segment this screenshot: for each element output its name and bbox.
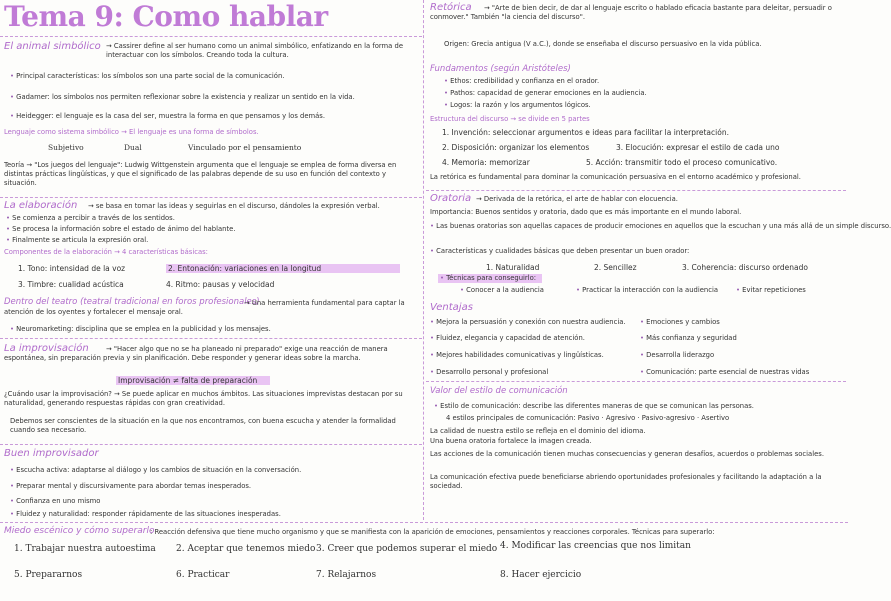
miedo-intro: : Reacción defensiva que tiene mucho organismo y que se manifiesta con la aparición de emociones, pensamientos y reacciones corporales. Técnicas para superarlo:	[150, 528, 715, 536]
list-item: • Preparar mental y discursivamente para abordar temas inesperados.	[10, 482, 418, 491]
elaboracion-intro: → se basa en tomar las ideas y seguirlas en el discurso, dándoles la expresión verbal.	[88, 202, 380, 210]
ventaja-item: • Mejores habilidades comunicativas y lingüísticas.	[430, 351, 630, 360]
dentro-teatro-text: → Una herramienta fundamental para captar la atención de los oyentes y fortalecer el mensaje oral.	[4, 299, 405, 316]
heading-elaboracion: La elaboración	[4, 200, 78, 211]
section-divider	[0, 338, 422, 339]
heading-dentro-teatro: Dentro del teatro (teatral tradicional en foros profesionales)	[4, 297, 260, 307]
heading-buen-improvisador: Buen improvisador	[4, 448, 99, 459]
ventaja-detail: • Desarrolla liderazgo	[640, 351, 842, 360]
tecnica-item: • Practicar la interacción con la audiencia	[576, 286, 726, 295]
parte-item: 3. Elocución: expresar el estilo de cada uno	[616, 143, 780, 152]
list-item: • Principal características: los símbolos son una parte social de la comunicación.	[10, 72, 418, 81]
step-item: 4. Modificar las creencias que nos limitan	[500, 541, 691, 551]
componente-item: 2. Entonación: variaciones en la longitud	[166, 264, 400, 273]
parte-item: 4. Memoria: memorizar	[442, 158, 530, 167]
list-item: • Gadamer: los símbolos nos permiten reflexionar sobre la existencia y realizar un sentido en la vida.	[10, 93, 418, 102]
ventaja-item: • Desarrollo personal y profesional	[430, 368, 630, 377]
step-item: 2. Aceptar que tenemos miedo	[176, 544, 316, 554]
list-item: • Se comienza a percibir a través de los sentidos.	[6, 214, 418, 223]
improvisacion-bullet: Debemos ser conscientes de la situación en la que nos encontramos, con buena escucha y atender la formalidad cuando sea necesario.	[10, 417, 396, 434]
list-item: • Características y cualidades básicas que deben presentar un buen orador:	[430, 247, 842, 256]
ventaja-item: • Mejora la persuasión y conexión con nuestra audiencia.	[430, 318, 630, 327]
estructura-discurso: Estructura del discurso → se divide en 5 partes	[430, 115, 590, 123]
parte-item: 2. Disposición: organizar los elementos	[442, 143, 590, 152]
componente-item: 3. Timbre: cualidad acústica	[18, 280, 124, 289]
ventaja-detail: • Más confianza y seguridad	[640, 334, 842, 343]
componente-item: 4. Ritmo: pausas y velocidad	[166, 280, 275, 289]
heading-retorica: Retórica	[430, 2, 472, 13]
section-divider	[426, 190, 846, 191]
section-divider	[426, 381, 846, 382]
tecnica-item: • Conocer a la audiencia	[460, 286, 570, 295]
list-item: • Escucha activa: adaptarse al diálogo y los cambios de situación en la conversación.	[10, 466, 418, 475]
oratoria-intro: → Derivada de la retórica, el arte de hablar con elocuencia.	[476, 195, 678, 203]
valor-sub: 4 estilos principales de comunicación: Pasivo · Agresivo · Pasivo-agresivo · Asertivo	[446, 414, 730, 422]
ventaja-detail: • Comunicación: parte esencial de nuestras vidas	[640, 368, 842, 377]
parte-item: 5. Acción: transmitir todo el proceso comunicativo.	[586, 158, 778, 167]
valor-line: La comunicación efectiva puede beneficiarse abriendo oportunidades profesionales y facilitando la adaptación a la sociedad.	[430, 473, 822, 490]
list-item: • Confianza en uno mismo	[10, 497, 418, 506]
step-item: 6. Practicar	[176, 570, 230, 580]
list-item: • Heidegger: el lenguaje es la casa del ser, muestra la forma en que pensamos y los demás.	[10, 112, 418, 121]
valor-line: Las acciones de la comunicación tienen muchas consecuencias y generan desafíos, acuerdos o problemas sociales.	[430, 450, 824, 458]
parte-item: 1. Invención: seleccionar argumentos e ideas para facilitar la interpretación.	[442, 128, 729, 137]
step-item: 1. Trabajar nuestra autoestima	[14, 544, 156, 554]
improvisacion-tag: Improvisación ≠ falta de preparación	[116, 376, 270, 385]
column-divider	[423, 0, 424, 520]
list-item: • Se procesa la información sobre el estado de ánimo del hablante.	[6, 225, 418, 234]
heading-oratoria: Oratoria	[430, 193, 472, 204]
list-item: • Pathos: capacidad de generar emociones en la audiencia.	[444, 89, 842, 98]
heading-fundamentos: Fundamentos (según Aristóteles)	[430, 64, 571, 74]
list-item: • Ethos: credibilidad y confianza en el orador.	[444, 77, 842, 86]
retorica-intro: → "Arte de bien decir, de dar al lenguaje escrito o hablado eficacia bastante para deleitar, persuadir o conmover." También "la ciencia del discurso".	[430, 4, 832, 21]
oratoria-importancia: Importancia: Buenos sentidos y oratoria, dado que es más importante en el mundo laboral.	[430, 208, 742, 216]
heading-ventajas: Ventajas	[430, 302, 473, 313]
list-item: • Neuromarketing: disciplina que se emplea en la publicidad y los mensajes.	[10, 325, 418, 334]
ventaja-detail: • Emociones y cambios	[640, 318, 842, 327]
cualidad-item: 3. Coherencia: discurso ordenado	[682, 263, 808, 272]
step-item: 3. Creer que podemos superar el miedo	[316, 544, 498, 554]
tecnica-item: • Evitar repeticiones	[736, 286, 842, 295]
tecnicas-label: • Técnicas para conseguirlo:	[438, 274, 542, 283]
teoria-text: Teoría → "Los juegos del lenguaje": Ludwig Wittgenstein argumenta que el lenguaje se emplea de forma diversa en distintas prácticas lingüísticas, y que el significado de las palabras depende de su uso en función del contexto y situación.	[4, 161, 397, 187]
step-item: 5. Prepararnos	[14, 570, 83, 580]
valor-line: La calidad de nuestra estilo se refleja en el dominio del idioma.	[430, 427, 646, 435]
section-divider	[0, 36, 422, 37]
step-item: 8. Hacer ejercicio	[500, 570, 582, 580]
valor-line: Una buena oratoria fortalece la imagen creada.	[430, 437, 592, 445]
componentes: Componentes de la elaboración → 4 características básicas:	[4, 248, 208, 256]
tag: Vinculado por el pensamiento	[188, 143, 302, 152]
list-item: • Estilo de comunicación: describe las diferentes maneras de que se comunican las personas.	[434, 402, 842, 411]
heading-valor-estilo: Valor del estilo de comunicación	[430, 386, 568, 396]
animal-simbolico-intro: → Cassirer define al ser humano como un animal simbólico, enfatizando en la forma de interactuar con los símbolos. Creando toda la cultura.	[106, 42, 403, 59]
cualidad-item: 2. Sencillez	[594, 263, 637, 272]
section-divider	[0, 197, 422, 198]
page-title: Tema 9: Como hablar	[4, 0, 328, 33]
heading-improvisacion: La improvisación	[4, 343, 89, 354]
componente-item: 1. Tono: intensidad de la voz	[18, 264, 126, 273]
section-divider	[0, 444, 422, 445]
cuando-text: ¿Cuándo usar la improvisación? → Se puede aplicar en muchos ámbitos. Las situaciones imprevistas destacan por su naturalidad, generando respuestas rápidas con gran creatividad.	[4, 390, 403, 407]
cualidad-item: 1. Naturalidad	[486, 263, 540, 272]
list-item: • Finalmente se articula la expresión oral.	[6, 236, 418, 245]
retorica-origen: Origen: Grecia antigua (V a.C.), donde se enseñaba el discurso persuasivo en la vida pública.	[444, 40, 762, 48]
step-item: 7. Relajarnos	[316, 570, 377, 580]
retorica-conclusion: La retórica es fundamental para dominar la comunicación persuasiva en el entorno académico y profesional.	[430, 173, 801, 181]
list-item: • Las buenas oratorias son aquellas capaces de producir emociones en aquellos que la escuchan y una más allá de un simple discurso.	[430, 222, 842, 231]
ventaja-item: • Fluidez, elegancia y capacidad de atención.	[430, 334, 630, 343]
tag: Subjetivo	[48, 143, 84, 152]
tag: Dual	[124, 143, 142, 152]
lenguaje-sistema: Lenguaje como sistema simbólico → El lenguaje es una forma de símbolos.	[4, 128, 259, 136]
heading-animal-simbolico: El animal simbólico	[4, 41, 101, 52]
heading-miedo-escenico: Miedo escénico y cómo superarlo	[4, 526, 155, 536]
list-item: • Logos: la razón y los argumentos lógicos.	[444, 101, 842, 110]
improvisacion-intro: → "Hacer algo que no se ha planeado ni preparado" exige una reacción de manera espontánea, sin preparación previa y sin planificación. Debe responder y generar ideas sobre la marcha.	[4, 345, 388, 362]
section-divider	[0, 522, 848, 523]
list-item: • Fluidez y naturalidad: responder rápidamente de las situaciones inesperadas.	[10, 510, 418, 519]
